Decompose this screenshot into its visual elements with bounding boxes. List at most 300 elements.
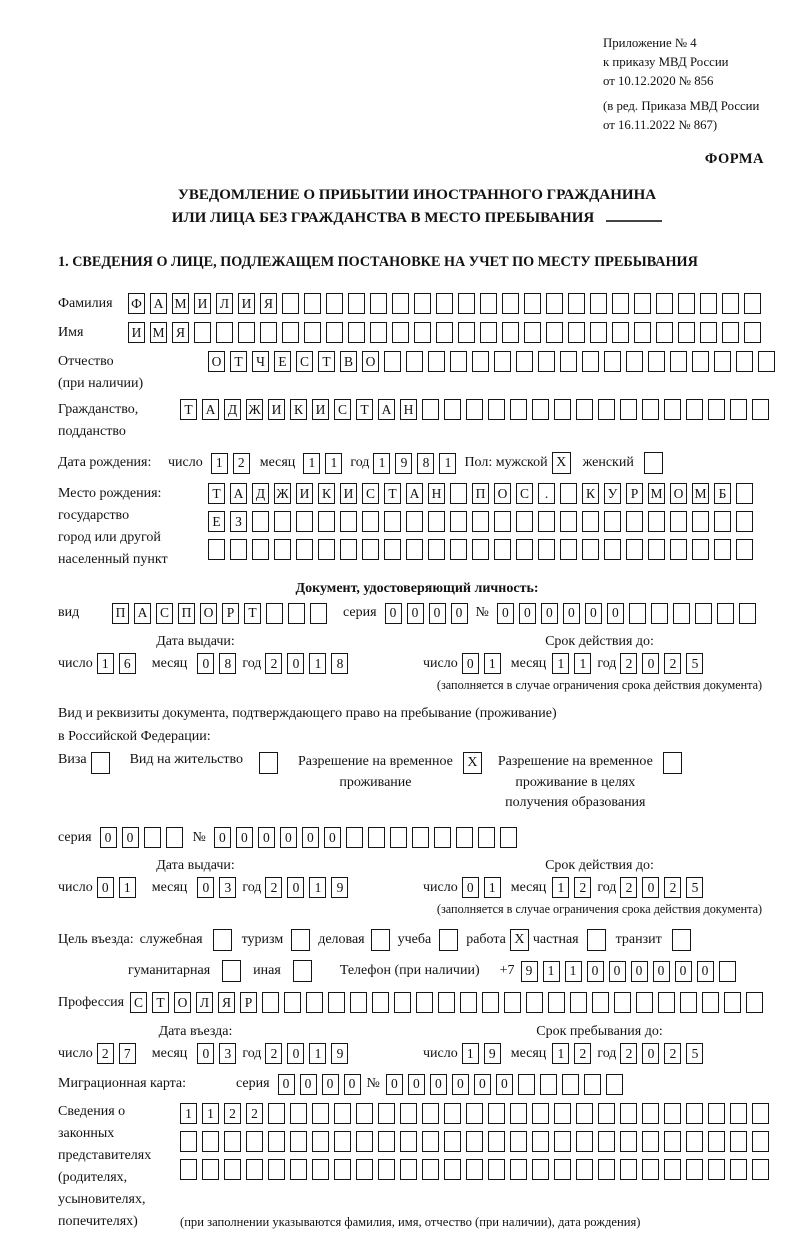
char-cell[interactable]: 8: [417, 453, 434, 474]
char-cell[interactable]: [356, 1103, 373, 1124]
char-cell[interactable]: 5: [686, 877, 703, 898]
char-cell[interactable]: 0: [324, 827, 341, 848]
char-cell[interactable]: [664, 399, 681, 420]
char-cell[interactable]: [384, 351, 401, 372]
char-cell[interactable]: [736, 539, 753, 560]
char-cell[interactable]: [620, 1103, 637, 1124]
char-cell[interactable]: 6: [119, 653, 136, 674]
char-cell[interactable]: 0: [197, 1043, 214, 1064]
char-cell[interactable]: [444, 1103, 461, 1124]
char-cell[interactable]: [746, 992, 763, 1013]
char-cell[interactable]: [664, 1159, 681, 1180]
char-cell[interactable]: П: [472, 483, 489, 504]
char-cell[interactable]: 0: [496, 1074, 513, 1095]
char-cell[interactable]: [328, 992, 345, 1013]
char-cell[interactable]: [456, 827, 473, 848]
char-cell[interactable]: [568, 293, 585, 314]
char-cell[interactable]: 0: [519, 603, 536, 624]
char-cell[interactable]: 3: [219, 877, 236, 898]
char-cell[interactable]: [290, 1159, 307, 1180]
char-cell[interactable]: 0: [287, 1043, 304, 1064]
char-cell[interactable]: 3: [219, 1043, 236, 1064]
char-cell[interactable]: [180, 1131, 197, 1152]
char-cell[interactable]: [348, 322, 365, 343]
char-cell[interactable]: [642, 1103, 659, 1124]
char-cell[interactable]: Б: [714, 483, 731, 504]
char-cell[interactable]: [390, 827, 407, 848]
char-cell[interactable]: [334, 1103, 351, 1124]
char-cell[interactable]: О: [494, 483, 511, 504]
char-cell[interactable]: [472, 539, 489, 560]
char-cell[interactable]: [326, 322, 343, 343]
char-cell[interactable]: [752, 1159, 769, 1180]
char-cell[interactable]: [648, 511, 665, 532]
char-cell[interactable]: [651, 603, 668, 624]
char-cell[interactable]: О: [200, 603, 217, 624]
char-cell[interactable]: [274, 539, 291, 560]
char-cell[interactable]: [436, 293, 453, 314]
char-cell[interactable]: [326, 293, 343, 314]
char-cell[interactable]: [642, 1131, 659, 1152]
char-cell[interactable]: 0: [642, 877, 659, 898]
char-cell[interactable]: [560, 539, 577, 560]
char-cell[interactable]: [620, 399, 637, 420]
char-cell[interactable]: Д: [252, 483, 269, 504]
char-cell[interactable]: [202, 1131, 219, 1152]
char-cell[interactable]: О: [208, 351, 225, 372]
char-cell[interactable]: 0: [386, 1074, 403, 1095]
char-cell[interactable]: [494, 511, 511, 532]
char-cell[interactable]: [312, 1131, 329, 1152]
char-cell[interactable]: [606, 1074, 623, 1095]
char-cell[interactable]: 0: [236, 827, 253, 848]
char-cell[interactable]: [202, 1159, 219, 1180]
char-cell[interactable]: И: [238, 293, 255, 314]
char-cell[interactable]: [664, 1103, 681, 1124]
char-cell[interactable]: [554, 1159, 571, 1180]
char-cell[interactable]: 0: [462, 877, 479, 898]
char-cell[interactable]: [546, 322, 563, 343]
char-cell[interactable]: [450, 483, 467, 504]
char-cell[interactable]: 0: [451, 603, 468, 624]
char-cell[interactable]: 1: [552, 877, 569, 898]
char-cell[interactable]: Т: [318, 351, 335, 372]
char-cell[interactable]: [686, 1159, 703, 1180]
char-cell[interactable]: 0: [642, 653, 659, 674]
char-cell[interactable]: [664, 1131, 681, 1152]
temp-residence-education-checkbox[interactable]: [663, 752, 682, 774]
char-cell[interactable]: 9: [484, 1043, 501, 1064]
char-cell[interactable]: Ч: [252, 351, 269, 372]
char-cell[interactable]: [422, 1103, 439, 1124]
char-cell[interactable]: [724, 992, 741, 1013]
char-cell[interactable]: [246, 1131, 263, 1152]
char-cell[interactable]: [306, 992, 323, 1013]
char-cell[interactable]: [604, 511, 621, 532]
char-cell[interactable]: И: [340, 483, 357, 504]
char-cell[interactable]: 0: [563, 603, 580, 624]
char-cell[interactable]: [346, 827, 363, 848]
char-cell[interactable]: [406, 511, 423, 532]
char-cell[interactable]: [620, 1159, 637, 1180]
char-cell[interactable]: [612, 322, 629, 343]
char-cell[interactable]: [614, 992, 631, 1013]
char-cell[interactable]: Р: [222, 603, 239, 624]
char-cell[interactable]: 1: [119, 877, 136, 898]
char-cell[interactable]: [494, 351, 511, 372]
char-cell[interactable]: [378, 1159, 395, 1180]
char-cell[interactable]: К: [582, 483, 599, 504]
char-cell[interactable]: [570, 992, 587, 1013]
char-cell[interactable]: 9: [331, 877, 348, 898]
char-cell[interactable]: [560, 511, 577, 532]
char-cell[interactable]: [266, 603, 283, 624]
char-cell[interactable]: О: [174, 992, 191, 1013]
char-cell[interactable]: [312, 1103, 329, 1124]
char-cell[interactable]: [230, 539, 247, 560]
char-cell[interactable]: [636, 992, 653, 1013]
char-cell[interactable]: М: [150, 322, 167, 343]
char-cell[interactable]: [576, 399, 593, 420]
char-cell[interactable]: Я: [260, 293, 277, 314]
char-cell[interactable]: [304, 322, 321, 343]
char-cell[interactable]: 0: [122, 827, 139, 848]
char-cell[interactable]: [466, 1131, 483, 1152]
char-cell[interactable]: 1: [543, 961, 560, 982]
char-cell[interactable]: 2: [574, 1043, 591, 1064]
char-cell[interactable]: М: [692, 483, 709, 504]
char-cell[interactable]: [592, 992, 609, 1013]
char-cell[interactable]: [318, 539, 335, 560]
char-cell[interactable]: Ж: [274, 483, 291, 504]
char-cell[interactable]: 1: [97, 653, 114, 674]
char-cell[interactable]: К: [318, 483, 335, 504]
char-cell[interactable]: [532, 399, 549, 420]
char-cell[interactable]: [752, 1103, 769, 1124]
char-cell[interactable]: [642, 399, 659, 420]
char-cell[interactable]: [296, 539, 313, 560]
char-cell[interactable]: И: [268, 399, 285, 420]
char-cell[interactable]: Я: [218, 992, 235, 1013]
char-cell[interactable]: [290, 1103, 307, 1124]
char-cell[interactable]: [584, 1074, 601, 1095]
char-cell[interactable]: [400, 1131, 417, 1152]
char-cell[interactable]: [304, 293, 321, 314]
char-cell[interactable]: [510, 399, 527, 420]
char-cell[interactable]: [362, 511, 379, 532]
char-cell[interactable]: [604, 539, 621, 560]
char-cell[interactable]: [166, 827, 183, 848]
char-cell[interactable]: 1: [484, 877, 501, 898]
char-cell[interactable]: М: [648, 483, 665, 504]
char-cell[interactable]: 0: [585, 603, 602, 624]
char-cell[interactable]: [262, 992, 279, 1013]
char-cell[interactable]: [488, 399, 505, 420]
char-cell[interactable]: [678, 293, 695, 314]
char-cell[interactable]: 0: [100, 827, 117, 848]
char-cell[interactable]: [582, 511, 599, 532]
purpose-business-checkbox[interactable]: [371, 929, 390, 951]
char-cell[interactable]: [392, 322, 409, 343]
char-cell[interactable]: 0: [197, 653, 214, 674]
char-cell[interactable]: [412, 827, 429, 848]
char-cell[interactable]: 2: [620, 877, 637, 898]
char-cell[interactable]: [634, 322, 651, 343]
char-cell[interactable]: 2: [246, 1103, 263, 1124]
char-cell[interactable]: 0: [385, 603, 402, 624]
char-cell[interactable]: 0: [97, 877, 114, 898]
char-cell[interactable]: [444, 399, 461, 420]
char-cell[interactable]: 2: [620, 653, 637, 674]
char-cell[interactable]: [695, 603, 712, 624]
char-cell[interactable]: [538, 539, 555, 560]
char-cell[interactable]: [208, 539, 225, 560]
char-cell[interactable]: Т: [384, 483, 401, 504]
char-cell[interactable]: 2: [664, 653, 681, 674]
char-cell[interactable]: [692, 511, 709, 532]
char-cell[interactable]: [334, 1131, 351, 1152]
char-cell[interactable]: [466, 1103, 483, 1124]
char-cell[interactable]: [180, 1159, 197, 1180]
char-cell[interactable]: [414, 293, 431, 314]
char-cell[interactable]: 1: [373, 453, 390, 474]
char-cell[interactable]: 0: [287, 653, 304, 674]
char-cell[interactable]: [540, 1074, 557, 1095]
char-cell[interactable]: [252, 511, 269, 532]
char-cell[interactable]: [532, 1131, 549, 1152]
char-cell[interactable]: 0: [300, 1074, 317, 1095]
char-cell[interactable]: [394, 992, 411, 1013]
char-cell[interactable]: [290, 1131, 307, 1152]
char-cell[interactable]: 9: [395, 453, 412, 474]
char-cell[interactable]: [472, 511, 489, 532]
char-cell[interactable]: [194, 322, 211, 343]
char-cell[interactable]: [458, 322, 475, 343]
char-cell[interactable]: 2: [265, 653, 282, 674]
char-cell[interactable]: [406, 351, 423, 372]
char-cell[interactable]: 0: [474, 1074, 491, 1095]
char-cell[interactable]: П: [112, 603, 129, 624]
char-cell[interactable]: [224, 1159, 241, 1180]
char-cell[interactable]: [282, 293, 299, 314]
char-cell[interactable]: [576, 1103, 593, 1124]
char-cell[interactable]: 2: [233, 453, 250, 474]
char-cell[interactable]: Л: [196, 992, 213, 1013]
char-cell[interactable]: [700, 293, 717, 314]
char-cell[interactable]: [560, 483, 577, 504]
char-cell[interactable]: [714, 511, 731, 532]
char-cell[interactable]: [730, 1159, 747, 1180]
char-cell[interactable]: [216, 322, 233, 343]
char-cell[interactable]: И: [128, 322, 145, 343]
char-cell[interactable]: С: [516, 483, 533, 504]
char-cell[interactable]: 0: [631, 961, 648, 982]
char-cell[interactable]: А: [230, 483, 247, 504]
char-cell[interactable]: [604, 351, 621, 372]
char-cell[interactable]: [736, 483, 753, 504]
char-cell[interactable]: [626, 511, 643, 532]
char-cell[interactable]: [450, 351, 467, 372]
char-cell[interactable]: Н: [428, 483, 445, 504]
char-cell[interactable]: [700, 322, 717, 343]
char-cell[interactable]: 1: [211, 453, 228, 474]
char-cell[interactable]: [282, 322, 299, 343]
char-cell[interactable]: [648, 539, 665, 560]
char-cell[interactable]: 1: [574, 653, 591, 674]
char-cell[interactable]: [444, 1131, 461, 1152]
char-cell[interactable]: [546, 293, 563, 314]
char-cell[interactable]: [428, 539, 445, 560]
char-cell[interactable]: 0: [197, 877, 214, 898]
char-cell[interactable]: 0: [541, 603, 558, 624]
char-cell[interactable]: 1: [462, 1043, 479, 1064]
char-cell[interactable]: 1: [180, 1103, 197, 1124]
char-cell[interactable]: 1: [309, 877, 326, 898]
char-cell[interactable]: П: [178, 603, 195, 624]
char-cell[interactable]: [238, 322, 255, 343]
char-cell[interactable]: [340, 539, 357, 560]
char-cell[interactable]: [708, 1131, 725, 1152]
char-cell[interactable]: [562, 1074, 579, 1095]
char-cell[interactable]: [350, 992, 367, 1013]
char-cell[interactable]: 9: [521, 961, 538, 982]
char-cell[interactable]: [224, 1131, 241, 1152]
char-cell[interactable]: [466, 1159, 483, 1180]
char-cell[interactable]: Ф: [128, 293, 145, 314]
char-cell[interactable]: [590, 322, 607, 343]
char-cell[interactable]: 1: [565, 961, 582, 982]
char-cell[interactable]: 0: [258, 827, 275, 848]
char-cell[interactable]: [736, 511, 753, 532]
char-cell[interactable]: [702, 992, 719, 1013]
char-cell[interactable]: [296, 511, 313, 532]
char-cell[interactable]: Я: [172, 322, 189, 343]
char-cell[interactable]: С: [362, 483, 379, 504]
char-cell[interactable]: [744, 293, 761, 314]
purpose-other-checkbox[interactable]: [293, 960, 312, 982]
char-cell[interactable]: [502, 293, 519, 314]
char-cell[interactable]: 0: [429, 603, 446, 624]
char-cell[interactable]: [686, 1131, 703, 1152]
char-cell[interactable]: [370, 322, 387, 343]
char-cell[interactable]: 0: [587, 961, 604, 982]
char-cell[interactable]: [378, 1103, 395, 1124]
char-cell[interactable]: [378, 1131, 395, 1152]
char-cell[interactable]: 0: [653, 961, 670, 982]
char-cell[interactable]: [538, 351, 555, 372]
char-cell[interactable]: [268, 1131, 285, 1152]
char-cell[interactable]: [670, 511, 687, 532]
temp-residence-checkbox[interactable]: X: [463, 752, 482, 774]
char-cell[interactable]: [516, 351, 533, 372]
char-cell[interactable]: [620, 1131, 637, 1152]
char-cell[interactable]: [686, 1103, 703, 1124]
char-cell[interactable]: [576, 1131, 593, 1152]
char-cell[interactable]: [708, 1159, 725, 1180]
char-cell[interactable]: С: [296, 351, 313, 372]
char-cell[interactable]: Д: [224, 399, 241, 420]
char-cell[interactable]: [480, 293, 497, 314]
char-cell[interactable]: [460, 992, 477, 1013]
char-cell[interactable]: [246, 1159, 263, 1180]
char-cell[interactable]: [488, 1131, 505, 1152]
char-cell[interactable]: Е: [274, 351, 291, 372]
char-cell[interactable]: [438, 992, 455, 1013]
char-cell[interactable]: [634, 293, 651, 314]
char-cell[interactable]: [648, 351, 665, 372]
purpose-humanitarian-checkbox[interactable]: [222, 960, 241, 982]
char-cell[interactable]: [548, 992, 565, 1013]
char-cell[interactable]: [428, 351, 445, 372]
char-cell[interactable]: 1: [325, 453, 342, 474]
char-cell[interactable]: [730, 399, 747, 420]
char-cell[interactable]: [450, 539, 467, 560]
char-cell[interactable]: [504, 992, 521, 1013]
char-cell[interactable]: 0: [322, 1074, 339, 1095]
char-cell[interactable]: И: [312, 399, 329, 420]
char-cell[interactable]: С: [334, 399, 351, 420]
char-cell[interactable]: [692, 539, 709, 560]
char-cell[interactable]: [612, 293, 629, 314]
char-cell[interactable]: [500, 827, 517, 848]
char-cell[interactable]: [524, 293, 541, 314]
char-cell[interactable]: 1: [484, 653, 501, 674]
char-cell[interactable]: [252, 539, 269, 560]
char-cell[interactable]: [444, 1159, 461, 1180]
char-cell[interactable]: С: [156, 603, 173, 624]
char-cell[interactable]: [532, 1159, 549, 1180]
char-cell[interactable]: [722, 293, 739, 314]
char-cell[interactable]: [480, 322, 497, 343]
char-cell[interactable]: .: [538, 483, 555, 504]
char-cell[interactable]: [340, 511, 357, 532]
char-cell[interactable]: А: [202, 399, 219, 420]
char-cell[interactable]: [708, 399, 725, 420]
char-cell[interactable]: Р: [240, 992, 257, 1013]
char-cell[interactable]: Т: [244, 603, 261, 624]
char-cell[interactable]: [502, 322, 519, 343]
char-cell[interactable]: [494, 539, 511, 560]
char-cell[interactable]: [752, 1131, 769, 1152]
char-cell[interactable]: [488, 1159, 505, 1180]
char-cell[interactable]: З: [230, 511, 247, 532]
char-cell[interactable]: [598, 1103, 615, 1124]
char-cell[interactable]: 0: [407, 603, 424, 624]
char-cell[interactable]: [680, 992, 697, 1013]
char-cell[interactable]: Ж: [246, 399, 263, 420]
purpose-tourism-checkbox[interactable]: [291, 929, 310, 951]
char-cell[interactable]: 2: [97, 1043, 114, 1064]
char-cell[interactable]: [722, 322, 739, 343]
visa-checkbox[interactable]: [91, 752, 110, 774]
char-cell[interactable]: [318, 511, 335, 532]
char-cell[interactable]: [516, 539, 533, 560]
char-cell[interactable]: [752, 399, 769, 420]
char-cell[interactable]: [518, 1074, 535, 1095]
char-cell[interactable]: [590, 293, 607, 314]
char-cell[interactable]: [714, 539, 731, 560]
char-cell[interactable]: [436, 322, 453, 343]
char-cell[interactable]: Е: [208, 511, 225, 532]
char-cell[interactable]: [516, 511, 533, 532]
char-cell[interactable]: О: [670, 483, 687, 504]
char-cell[interactable]: [362, 539, 379, 560]
char-cell[interactable]: А: [406, 483, 423, 504]
char-cell[interactable]: [717, 603, 734, 624]
char-cell[interactable]: И: [296, 483, 313, 504]
char-cell[interactable]: 2: [224, 1103, 241, 1124]
purpose-private-checkbox[interactable]: [587, 929, 606, 951]
